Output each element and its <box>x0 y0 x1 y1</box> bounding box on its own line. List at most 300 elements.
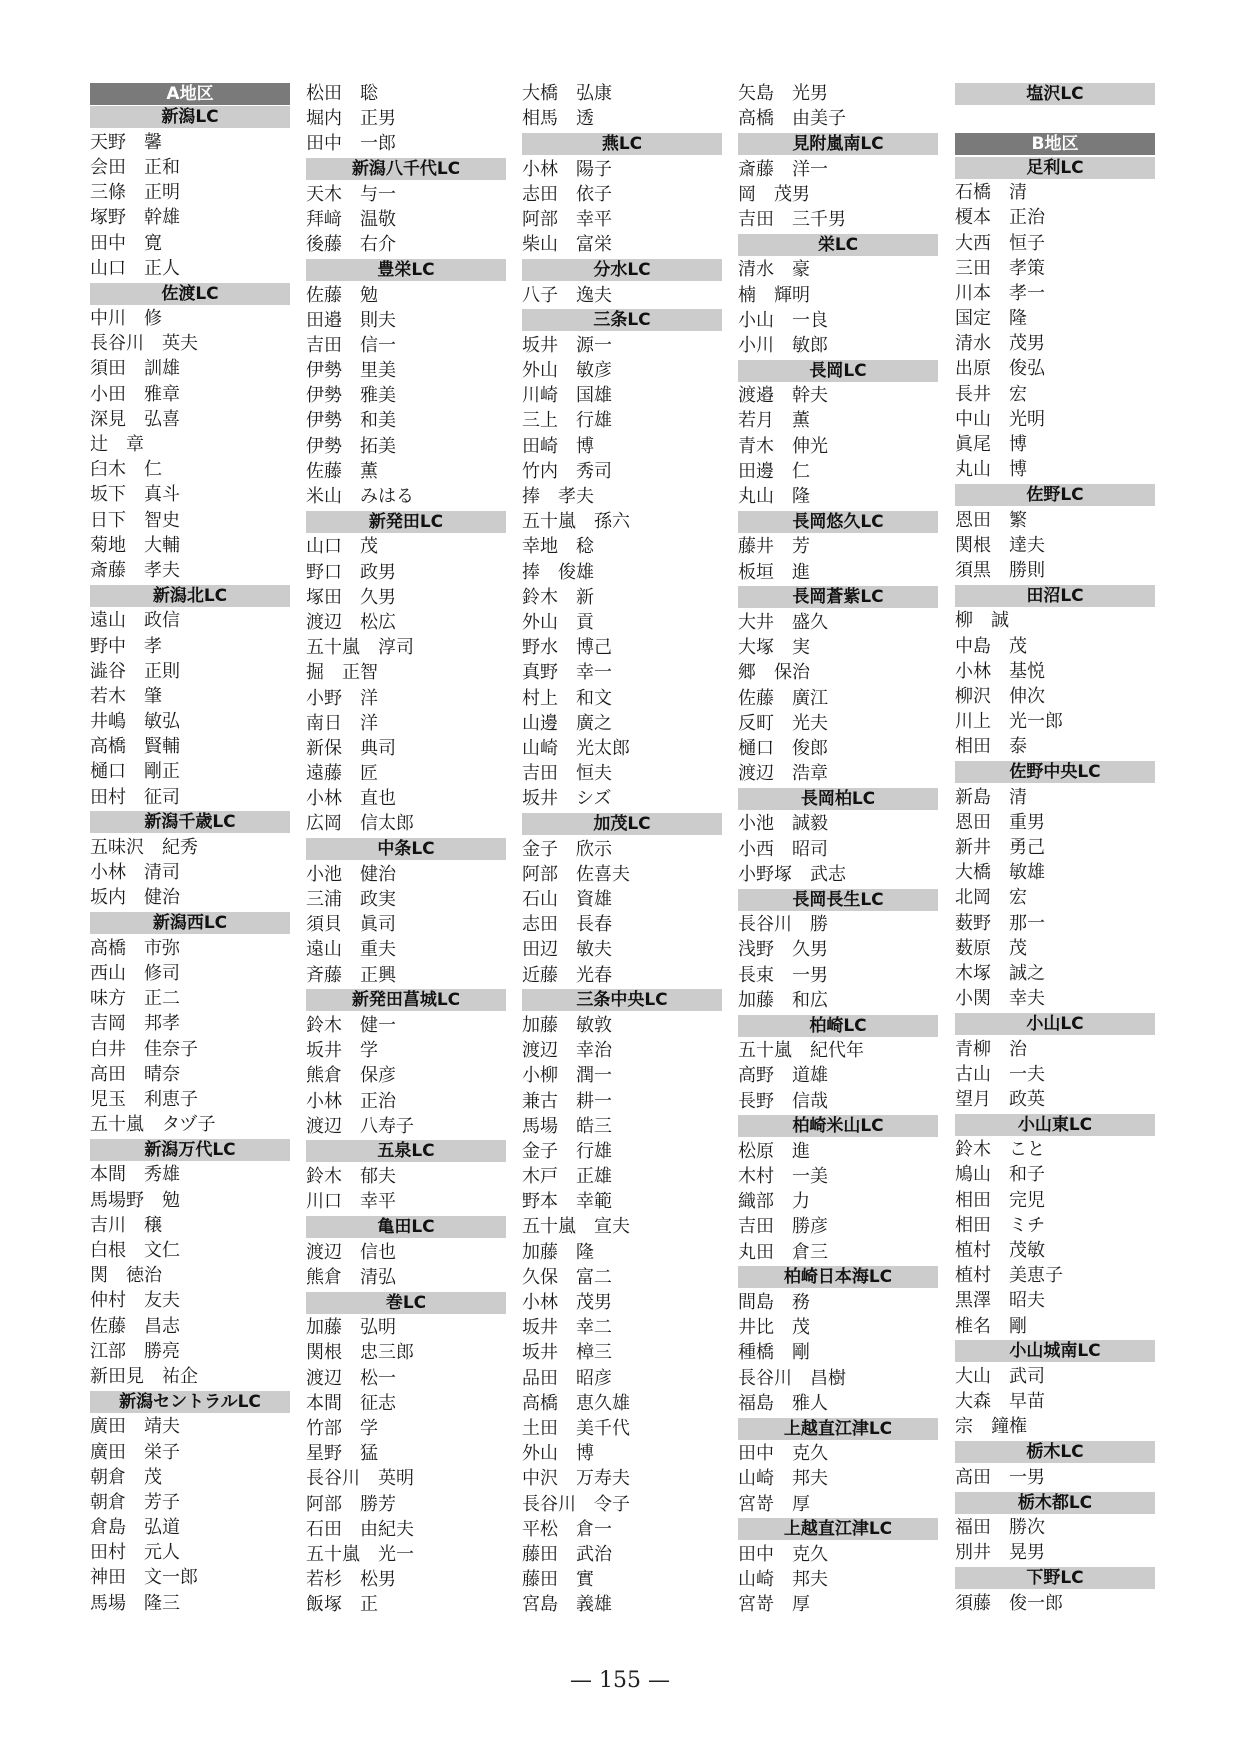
member-name: 井比 茂 <box>738 1317 810 1339</box>
member-name: 日下 智史 <box>90 509 180 531</box>
member-name: 馬場 隆三 <box>90 1592 180 1614</box>
member-name: 五十嵐 孫六 <box>522 511 630 533</box>
member-name: 川本 孝一 <box>955 282 1045 304</box>
club-header: 小山東LC <box>955 1114 1155 1136</box>
member-name: 小田 雅章 <box>90 383 180 405</box>
member-name: 大橋 敏雄 <box>955 862 1045 884</box>
member-name: 石田 由紀夫 <box>306 1518 414 1540</box>
member-name: 渡辺 浩章 <box>738 763 828 785</box>
member-name: 関 徳治 <box>90 1265 162 1287</box>
member-name: 石山 資雄 <box>522 889 612 910</box>
member-name: 堀内 正男 <box>306 108 396 130</box>
member-name: 宮嵜 厚 <box>738 1493 810 1515</box>
member-name: 五十嵐 淳司 <box>306 637 414 659</box>
member-name: 須田 訓雄 <box>90 358 180 380</box>
member-name: 小林 直也 <box>306 788 396 810</box>
member-name: 伊勢 雅美 <box>306 385 396 407</box>
member-name: 阿部 佐喜夫 <box>522 863 630 885</box>
member-name: 広岡 信太郎 <box>306 813 414 835</box>
club-header: 栄LC <box>738 234 938 256</box>
club-header: 佐渡LC <box>90 283 290 305</box>
member-name: 田中 克久 <box>738 1443 828 1465</box>
member-name: 黒澤 昭夫 <box>955 1290 1045 1312</box>
member-name: 伊勢 拓美 <box>306 435 396 457</box>
member-name: 斉藤 正興 <box>306 964 396 986</box>
member-name: 坂井 源一 <box>522 334 612 356</box>
member-name: 幸地 稔 <box>522 536 594 558</box>
roster-column <box>522 81 722 1617</box>
member-name: 臼木 仁 <box>90 459 162 481</box>
club-header: 小山城南LC <box>955 1340 1155 1362</box>
member-name: 五十嵐 タヅ子 <box>90 1114 216 1136</box>
club-header: 豊栄LC <box>306 259 506 281</box>
club-header: 新潟西LC <box>90 912 290 934</box>
member-name: 須貝 眞司 <box>306 914 396 936</box>
member-name: 中山 光明 <box>955 408 1045 430</box>
member-name: 三浦 政実 <box>306 889 396 910</box>
member-name: 小池 誠毅 <box>738 813 828 835</box>
member-name: 恩田 重男 <box>955 811 1045 833</box>
member-name: 阿部 勝芳 <box>306 1493 396 1515</box>
member-name: 井嶋 敏弘 <box>90 711 180 733</box>
member-name: 宗 鐘権 <box>955 1416 1027 1438</box>
member-name: 鈴木 健一 <box>306 1014 396 1036</box>
member-name: 渡辺 松一 <box>306 1367 396 1389</box>
member-name: 望月 政英 <box>955 1088 1045 1110</box>
member-name: 田邊 仁 <box>738 460 810 482</box>
member-name: 小林 正治 <box>306 1090 396 1112</box>
member-name: 拜﨑 温敬 <box>306 208 396 230</box>
member-name: 渡辺 松広 <box>306 611 396 633</box>
member-name: 遠山 政信 <box>90 610 180 632</box>
member-name: 浅野 久男 <box>738 939 828 961</box>
member-name: 出原 俊弘 <box>955 358 1045 380</box>
member-name: 真野 幸一 <box>522 662 612 684</box>
club-header: 塩沢LC <box>955 83 1155 105</box>
member-name: 坂下 真斗 <box>90 484 180 506</box>
member-name: 福田 勝次 <box>955 1517 1045 1539</box>
member-name: 後藤 右介 <box>306 234 396 256</box>
member-name: 高野 道雄 <box>738 1065 828 1087</box>
member-name: 長谷川 昌樹 <box>738 1367 846 1389</box>
district-header: B地区 <box>955 133 1155 155</box>
member-name: 外山 博 <box>522 1443 594 1465</box>
member-name: 椎名 剛 <box>955 1315 1027 1337</box>
member-name: 間島 務 <box>738 1292 810 1313</box>
member-name: 岡 茂男 <box>738 183 810 205</box>
member-name: 若月 薫 <box>738 410 810 432</box>
member-name: 眞尾 博 <box>955 434 1027 456</box>
member-name: 鈴木 こと <box>955 1139 1045 1161</box>
district-header: A地区 <box>90 83 290 105</box>
member-name: 米山 みはる <box>306 486 414 507</box>
member-name: 長束 一男 <box>738 964 828 986</box>
member-name: 本間 秀雄 <box>90 1164 180 1186</box>
member-name: 田中 寛 <box>90 232 162 254</box>
member-name: 柴山 富栄 <box>522 234 612 256</box>
member-name: 長井 宏 <box>955 383 1027 405</box>
member-name: 坂井 幸二 <box>522 1317 612 1339</box>
member-name: 吉田 三千男 <box>738 208 846 230</box>
member-name: 坂内 健治 <box>90 887 180 909</box>
member-name: 加藤 和広 <box>738 989 828 1011</box>
club-header: 新潟八千代LC <box>306 158 506 180</box>
member-name: 野中 孝 <box>90 635 162 657</box>
member-name: 澁谷 正則 <box>90 660 180 682</box>
member-name: 志田 依子 <box>522 183 612 205</box>
member-name: 国定 隆 <box>955 308 1027 330</box>
member-name: 丸山 隆 <box>738 486 810 507</box>
member-name: 郷 保治 <box>738 662 810 684</box>
member-name: 須黒 勝則 <box>955 559 1045 581</box>
member-name: 塚野 幹雄 <box>90 207 180 229</box>
roster-column <box>955 81 1155 1616</box>
member-name: 小池 健治 <box>306 863 396 885</box>
roster-column <box>90 81 290 1616</box>
member-name: 小山 一良 <box>738 309 828 331</box>
member-name: 別井 晃男 <box>955 1542 1045 1564</box>
member-name: 村上 和文 <box>522 687 612 709</box>
member-name: 田崎 博 <box>522 435 594 457</box>
member-name: 樋口 俊郎 <box>738 737 828 759</box>
member-name: 小野 洋 <box>306 687 378 709</box>
member-name: 辻 章 <box>90 434 144 456</box>
member-name: 川口 幸平 <box>306 1191 396 1213</box>
member-name: 楠 輝明 <box>738 284 810 306</box>
member-name: 塚田 久男 <box>306 586 396 608</box>
member-name: 板垣 進 <box>738 561 810 583</box>
member-name: 八子 逸夫 <box>522 284 612 306</box>
member-name: 高橋 市弥 <box>90 937 180 959</box>
member-name: 西山 修司 <box>90 962 180 984</box>
club-header: 上越直江津LC <box>738 1518 938 1540</box>
roster-columns <box>90 81 1156 1621</box>
member-name: 清水 豪 <box>738 259 810 281</box>
member-name: 藤井 芳 <box>738 536 810 558</box>
member-name: 吉川 穣 <box>90 1214 162 1236</box>
member-name: 斎藤 洋一 <box>738 158 828 180</box>
member-name: 仲村 友夫 <box>90 1290 180 1312</box>
member-name: 木村 一美 <box>738 1166 828 1188</box>
member-name: 山邊 廣之 <box>522 712 612 734</box>
member-name: 山口 正人 <box>90 257 180 279</box>
member-name: 植村 美恵子 <box>955 1265 1063 1287</box>
member-name: 廣田 靖夫 <box>90 1416 180 1438</box>
member-name: 長谷川 勝 <box>738 914 828 936</box>
club-header: 柏崎日本海LC <box>738 1266 938 1288</box>
member-name: 薮野 那一 <box>955 912 1045 934</box>
member-name: 吉田 信一 <box>306 334 396 356</box>
club-header: 長岡柏LC <box>738 788 938 810</box>
club-header: 栃木LC <box>955 1441 1155 1463</box>
club-header: 五泉LC <box>306 1140 506 1162</box>
club-header: 柏崎LC <box>738 1015 938 1037</box>
club-header: 巻LC <box>306 1292 506 1314</box>
member-name: 相馬 透 <box>522 108 594 130</box>
member-name: 外山 敏彦 <box>522 360 612 382</box>
member-name: 深見 弘喜 <box>90 408 180 430</box>
member-name: 渡邉 幹夫 <box>738 385 828 407</box>
member-name: 中川 修 <box>90 308 162 330</box>
member-name: 味方 正二 <box>90 988 180 1010</box>
club-header: 新潟北LC <box>90 585 290 607</box>
member-name: 小林 清司 <box>90 862 180 884</box>
member-name: 宮嵜 厚 <box>738 1594 810 1616</box>
member-name: 川上 光一郎 <box>955 711 1063 733</box>
member-name: 倉島 弘道 <box>90 1517 180 1539</box>
member-name: 木塚 誠之 <box>955 962 1045 984</box>
member-name: 山崎 邦夫 <box>738 1569 828 1591</box>
roster-column <box>738 81 938 1617</box>
club-header: 新発田LC <box>306 511 506 533</box>
club-header: 亀田LC <box>306 1216 506 1238</box>
member-name: 飯塚 正 <box>306 1594 378 1616</box>
member-name: 加藤 隆 <box>522 1241 594 1263</box>
member-name: 小柳 潤一 <box>522 1065 612 1087</box>
member-name: 天野 馨 <box>90 131 162 153</box>
member-name: 田中 克久 <box>738 1543 828 1565</box>
member-name: 小関 幸夫 <box>955 988 1045 1010</box>
member-name: 吉田 恒夫 <box>522 763 612 785</box>
club-header: 柏崎米山LC <box>738 1115 938 1137</box>
member-name: 馬場野 勉 <box>90 1189 180 1211</box>
page-number: — 155 — <box>570 1668 670 1693</box>
member-name: 竹部 学 <box>306 1417 378 1439</box>
member-name: 関根 達夫 <box>955 534 1045 556</box>
member-name: 矢島 光男 <box>738 83 828 104</box>
member-name: 長谷川 英夫 <box>90 333 198 355</box>
member-name: 野本 幸範 <box>522 1191 612 1213</box>
member-name: 五十嵐 紀代年 <box>738 1040 864 1062</box>
member-name: 佐藤 薫 <box>306 460 378 482</box>
member-name: 宮島 義雄 <box>522 1594 612 1616</box>
member-name: 大井 盛久 <box>738 611 828 633</box>
club-header: 下野LC <box>955 1567 1155 1589</box>
club-header: 上越直江津LC <box>738 1418 938 1440</box>
member-name: 鈴木 郁夫 <box>306 1166 396 1188</box>
member-name: 志田 長春 <box>522 914 612 936</box>
member-name: 大森 早苗 <box>955 1391 1045 1413</box>
member-name: 本間 征志 <box>306 1392 396 1414</box>
member-name: 加藤 弘明 <box>306 1317 396 1339</box>
club-header: 佐野中央LC <box>955 761 1155 783</box>
member-name: 青柳 治 <box>955 1038 1027 1060</box>
member-name: 佐藤 廣江 <box>738 687 828 709</box>
member-name: 野水 博己 <box>522 637 612 659</box>
member-name: 伊勢 和美 <box>306 410 396 432</box>
member-name: 金子 欣示 <box>522 838 612 860</box>
member-name: 相田 完児 <box>955 1189 1045 1211</box>
member-name: 鈴木 新 <box>522 586 594 608</box>
member-name: 長野 信哉 <box>738 1090 828 1112</box>
member-name: 天木 与一 <box>306 183 396 205</box>
member-name: 三條 正明 <box>90 182 180 204</box>
member-name: 種橋 剛 <box>738 1342 810 1364</box>
member-name: 小林 陽子 <box>522 158 612 180</box>
member-name: 朝倉 茂 <box>90 1466 162 1488</box>
member-name: 坂井 学 <box>306 1040 378 1062</box>
member-name: 三上 行雄 <box>522 410 612 432</box>
member-name: 植村 茂敏 <box>955 1240 1045 1262</box>
member-name: 小林 茂男 <box>522 1292 612 1313</box>
member-name: 掘 正智 <box>306 662 378 684</box>
club-header: 田沼LC <box>955 585 1155 607</box>
member-name: 坂井 樟三 <box>522 1342 612 1364</box>
member-name: 新島 清 <box>955 786 1027 808</box>
club-header: 分水LC <box>522 259 722 281</box>
member-name: 野口 政男 <box>306 561 396 583</box>
member-name: 若杉 松男 <box>306 1569 396 1591</box>
member-name: 伊勢 里美 <box>306 360 396 382</box>
member-name: 長谷川 英明 <box>306 1468 414 1490</box>
club-header: 栃木都LC <box>955 1492 1155 1514</box>
member-name: 須藤 俊一郎 <box>955 1592 1063 1614</box>
member-name: 朝倉 芳子 <box>90 1491 180 1513</box>
member-name: 渡辺 八寿子 <box>306 1115 414 1137</box>
member-name: 五十嵐 宣夫 <box>522 1216 630 1238</box>
member-name: 加藤 敏敦 <box>522 1014 612 1036</box>
member-name: 江部 勝亮 <box>90 1340 180 1362</box>
member-name: 坂井 シズ <box>522 788 612 810</box>
member-name: 小川 敏郎 <box>738 334 828 356</box>
member-name: 近藤 光春 <box>522 964 612 986</box>
member-name: 樋口 剛正 <box>90 761 180 783</box>
member-name: 阿部 幸平 <box>522 208 612 230</box>
member-name: 田辺 敏夫 <box>522 939 612 961</box>
member-name: 菊地 大輔 <box>90 534 180 556</box>
member-name: 川崎 国雄 <box>522 385 612 407</box>
member-name: 外山 貢 <box>522 611 594 633</box>
member-name: 山崎 邦夫 <box>738 1468 828 1490</box>
member-name: 捧 孝夫 <box>522 486 594 507</box>
member-name: 関根 忠三郎 <box>306 1342 414 1364</box>
member-name: 藤田 武治 <box>522 1543 612 1565</box>
club-header: 見附嵐南LC <box>738 133 938 155</box>
member-name: 恩田 繁 <box>955 509 1027 531</box>
member-name: 田中 一郎 <box>306 133 396 155</box>
member-name: 神田 文一郎 <box>90 1567 198 1589</box>
member-name: 高田 一男 <box>955 1466 1045 1488</box>
member-name: 青木 伸光 <box>738 435 828 457</box>
member-name: 白井 佳奈子 <box>90 1038 198 1060</box>
club-header: 長岡長生LC <box>738 889 938 911</box>
member-name: 熊倉 保彦 <box>306 1065 396 1087</box>
member-name: 大西 恒子 <box>955 232 1045 254</box>
member-name: 中沢 万寿夫 <box>522 1468 630 1490</box>
member-name: 丸田 倉三 <box>738 1241 828 1263</box>
member-name: 薮原 茂 <box>955 937 1027 959</box>
member-name: 児玉 利恵子 <box>90 1088 198 1110</box>
member-name: 大塚 実 <box>738 637 810 659</box>
member-name: 福島 雅人 <box>738 1392 828 1414</box>
member-name: 大山 武司 <box>955 1365 1045 1387</box>
member-name: 三田 孝策 <box>955 257 1045 279</box>
member-name: 南日 洋 <box>306 712 378 734</box>
member-name: 渡辺 信也 <box>306 1241 396 1263</box>
member-name: 織部 力 <box>738 1191 810 1213</box>
club-header: 佐野LC <box>955 484 1155 506</box>
member-name: 会田 正和 <box>90 156 180 178</box>
member-name: 中島 茂 <box>955 635 1027 657</box>
member-name: 柳沢 伸次 <box>955 685 1045 707</box>
member-name: 松田 聡 <box>306 83 378 104</box>
member-name: 新田見 祐企 <box>90 1365 198 1387</box>
member-name: 金子 行雄 <box>522 1140 612 1162</box>
club-header: 新発田菖城LC <box>306 989 506 1011</box>
club-header: 中条LC <box>306 838 506 860</box>
member-name: 五十嵐 光一 <box>306 1543 414 1565</box>
member-name: 斎藤 孝夫 <box>90 559 180 581</box>
club-header: 長岡LC <box>738 360 938 382</box>
club-header: 三条LC <box>522 309 722 331</box>
member-name: 品田 昭彦 <box>522 1367 612 1389</box>
member-name: 大橋 弘康 <box>522 83 612 104</box>
member-name: 北岡 宏 <box>955 887 1027 909</box>
member-name: 古山 一夫 <box>955 1063 1045 1085</box>
member-name: 吉田 勝彦 <box>738 1216 828 1238</box>
member-name: 佐藤 昌志 <box>90 1315 180 1337</box>
member-name: 山崎 光太郎 <box>522 737 630 759</box>
member-name: 高橋 由美子 <box>738 108 846 130</box>
member-name: 五味沢 紀秀 <box>90 837 198 859</box>
member-name: 相田 泰 <box>955 736 1027 758</box>
member-name: 星野 猛 <box>306 1443 378 1465</box>
member-name: 久保 富二 <box>522 1266 612 1288</box>
member-name: 田邉 則夫 <box>306 309 396 331</box>
member-name: 高橋 賢輔 <box>90 736 180 758</box>
member-name: 松原 進 <box>738 1140 810 1162</box>
member-name: 佐藤 勉 <box>306 284 378 306</box>
member-name: 馬場 皓三 <box>522 1115 612 1137</box>
member-name: 相田 ミチ <box>955 1214 1045 1236</box>
member-name: 土田 美千代 <box>522 1417 630 1439</box>
member-name: 新保 典司 <box>306 737 396 759</box>
member-name: 渡辺 幸治 <box>522 1040 612 1062</box>
member-name: 若木 肇 <box>90 685 162 707</box>
member-name: 小野塚 武志 <box>738 863 846 885</box>
member-name: 兼古 耕一 <box>522 1090 612 1112</box>
club-header: 長岡蒼紫LC <box>738 586 938 608</box>
club-header: 新潟セントラルLC <box>90 1391 290 1413</box>
spacer <box>955 106 1155 131</box>
member-name: 木戸 正雄 <box>522 1166 612 1188</box>
member-name: 柳 誠 <box>955 610 1009 632</box>
club-header: 新潟LC <box>90 106 290 128</box>
club-header: 三条中央LC <box>522 989 722 1011</box>
member-name: 竹内 秀司 <box>522 460 612 482</box>
club-header: 長岡悠久LC <box>738 511 938 533</box>
roster-column <box>306 81 506 1617</box>
member-name: 高田 晴奈 <box>90 1063 180 1085</box>
club-header: 小山LC <box>955 1013 1155 1035</box>
member-name: 平松 倉一 <box>522 1518 612 1540</box>
member-name: 反町 光夫 <box>738 712 828 734</box>
member-name: 廣田 栄子 <box>90 1441 180 1463</box>
club-header: 燕LC <box>522 133 722 155</box>
member-name: 長谷川 令子 <box>522 1493 630 1515</box>
member-name: 石橋 清 <box>955 182 1027 204</box>
member-name: 丸山 博 <box>955 459 1027 481</box>
member-name: 田村 元人 <box>90 1542 180 1564</box>
member-name: 小林 基悦 <box>955 660 1045 682</box>
member-name: 藤田 實 <box>522 1569 594 1591</box>
club-header: 新潟千歳LC <box>90 811 290 833</box>
member-name: 遠藤 匠 <box>306 763 378 785</box>
club-header: 足利LC <box>955 157 1155 179</box>
member-name: 捧 俊雄 <box>522 561 594 583</box>
member-name: 榎本 正治 <box>955 207 1045 229</box>
club-header: 新潟万代LC <box>90 1139 290 1161</box>
